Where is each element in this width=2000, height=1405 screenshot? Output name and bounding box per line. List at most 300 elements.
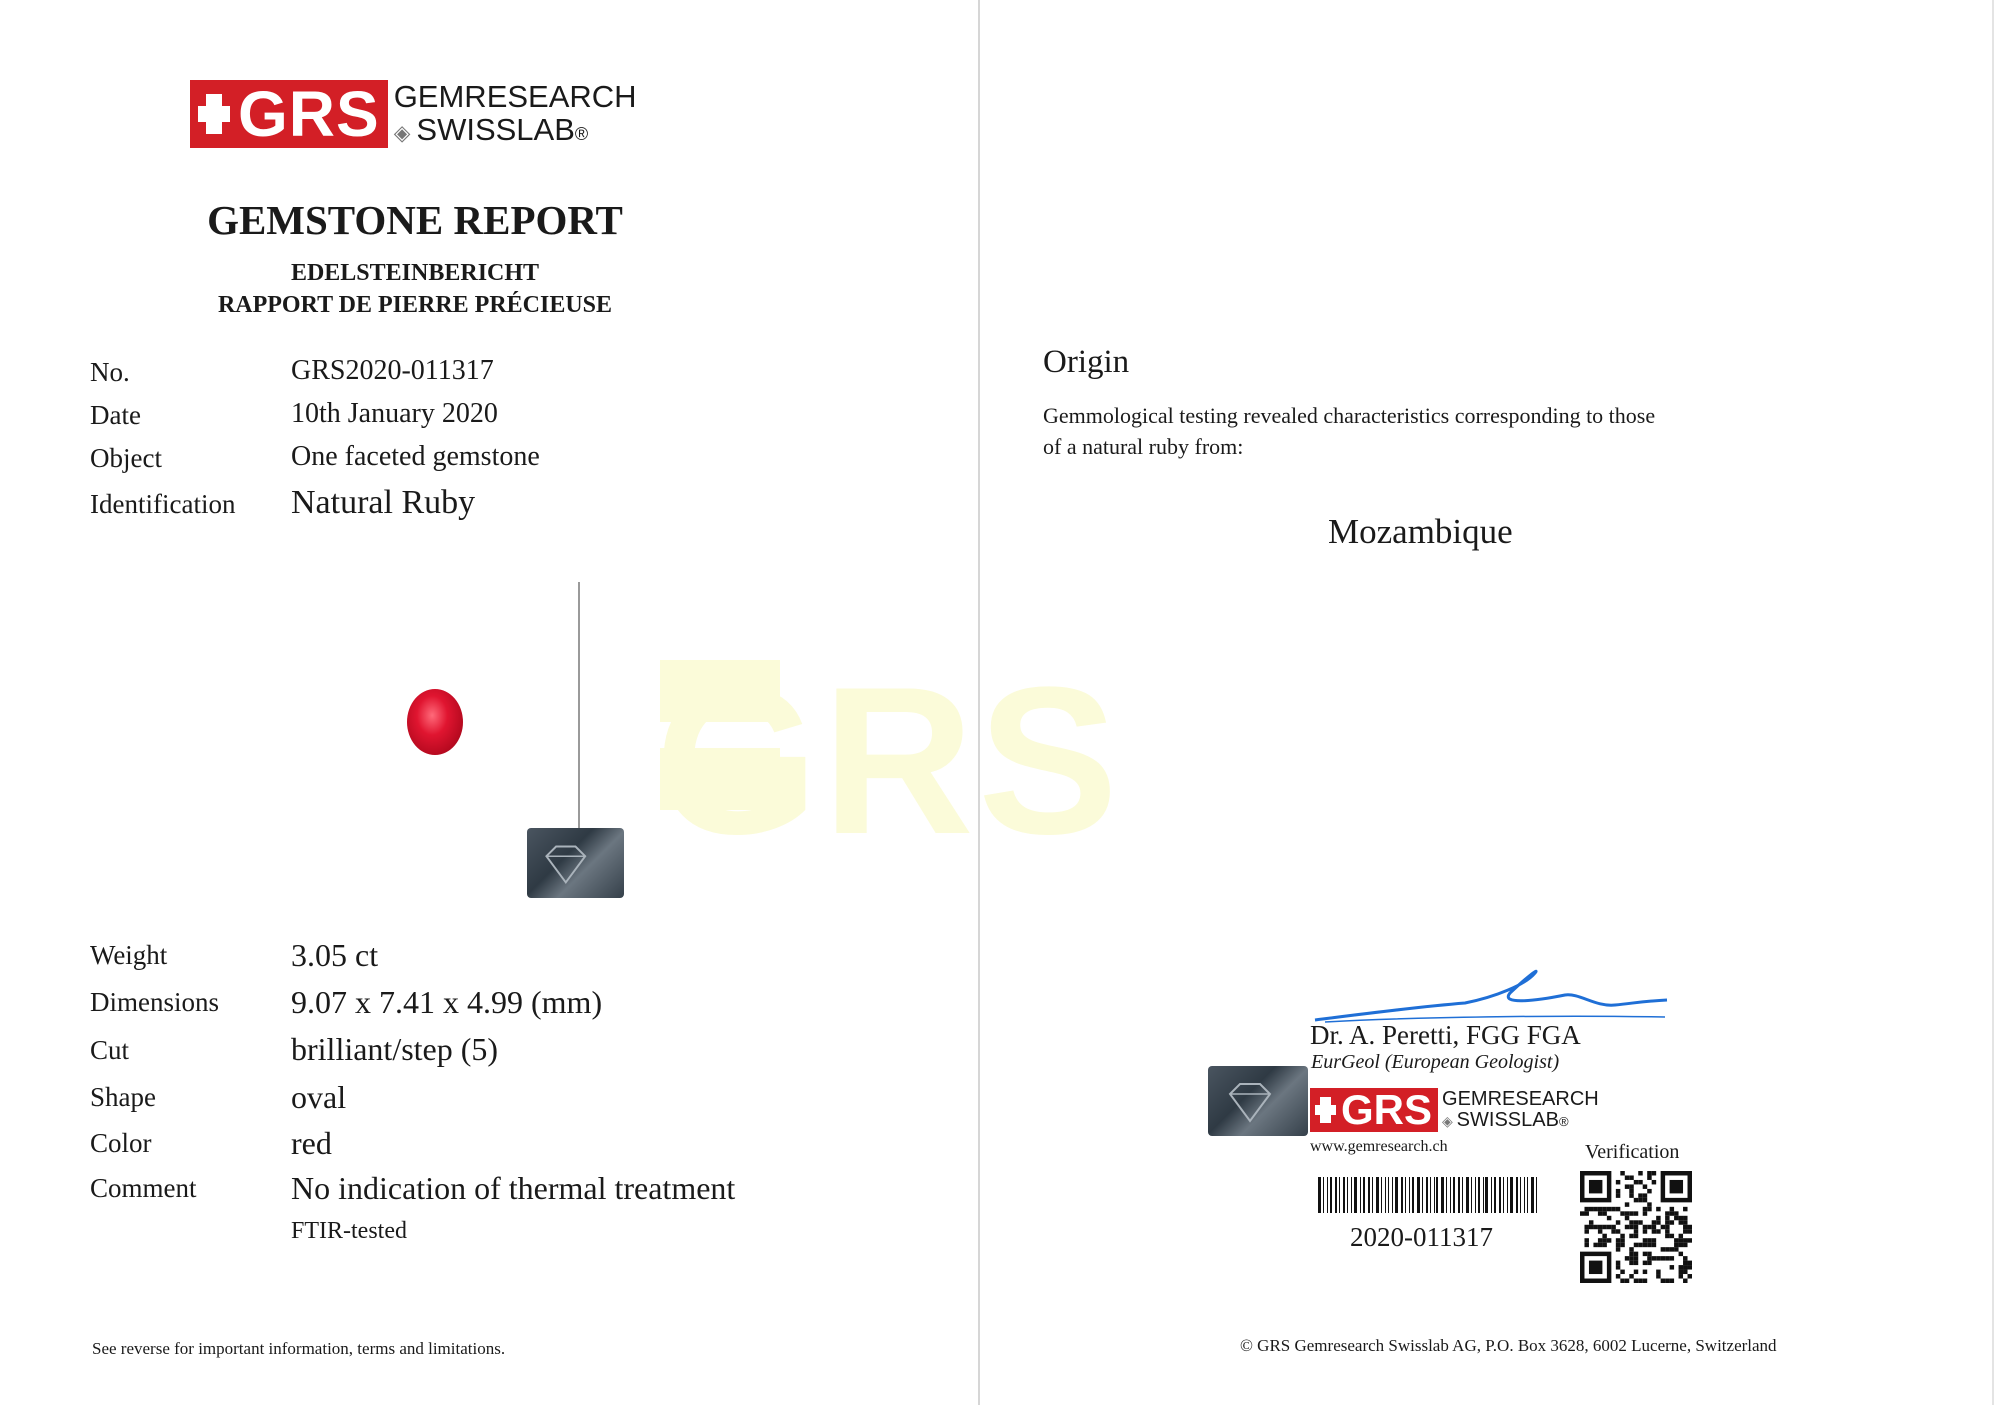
barcode-bar xyxy=(1339,1177,1340,1213)
footer-logo-reg: ® xyxy=(1558,1114,1569,1129)
qr-module xyxy=(1661,1279,1665,1283)
barcode-bar xyxy=(1485,1177,1488,1213)
qr-module xyxy=(1607,1238,1611,1242)
qr-module xyxy=(1679,1265,1683,1269)
qr-module xyxy=(1679,1252,1683,1256)
qr-module xyxy=(1674,1216,1678,1220)
qr-module xyxy=(1661,1247,1665,1251)
verification-label: Verification xyxy=(1585,1141,1680,1163)
qr-module xyxy=(1620,1238,1624,1242)
qr-module xyxy=(1616,1238,1620,1242)
origin-text-line2: of a natural ruby from: xyxy=(1043,434,1244,459)
qr-module xyxy=(1580,1211,1584,1215)
qr-module xyxy=(1584,1229,1588,1233)
qr-module xyxy=(1625,1216,1629,1220)
qr-module xyxy=(1629,1252,1633,1256)
qr-module xyxy=(1647,1243,1651,1247)
barcode-bar xyxy=(1376,1177,1379,1213)
qr-module xyxy=(1602,1225,1606,1229)
qr-module xyxy=(1634,1261,1638,1265)
qr-module xyxy=(1647,1252,1651,1256)
barcode-bar xyxy=(1536,1177,1537,1213)
qr-module xyxy=(1634,1252,1638,1256)
footer-logo-line1: GEMRESEARCH xyxy=(1442,1088,1599,1110)
qr-module xyxy=(1688,1225,1692,1229)
qr-module xyxy=(1679,1270,1683,1274)
qr-module xyxy=(1674,1211,1678,1215)
barcode-bar xyxy=(1499,1177,1501,1213)
qr-module xyxy=(1584,1207,1588,1211)
qr-module xyxy=(1598,1229,1602,1233)
footer-logo xyxy=(1310,1088,1599,1132)
qr-module xyxy=(1629,1274,1633,1278)
barcode-bar xyxy=(1520,1177,1521,1213)
barcode-bar xyxy=(1323,1177,1324,1213)
detail-value-identification: Natural Ruby xyxy=(291,484,476,521)
detail-label-identification: Identification xyxy=(90,489,236,519)
qr-module xyxy=(1652,1238,1656,1242)
barcode-bar xyxy=(1426,1177,1428,1213)
qr-module xyxy=(1643,1279,1647,1283)
qr-module xyxy=(1665,1234,1669,1238)
qr-module xyxy=(1620,1211,1624,1215)
qr-module xyxy=(1670,1234,1674,1238)
barcode-bar xyxy=(1471,1177,1472,1213)
qr-module xyxy=(1643,1193,1647,1197)
qr-module xyxy=(1665,1256,1669,1260)
qr-module xyxy=(1656,1216,1660,1220)
qr-module xyxy=(1643,1238,1647,1242)
footer-logo-mark-text: GRS xyxy=(1341,1086,1433,1133)
qr-module xyxy=(1629,1247,1633,1251)
qr-module xyxy=(1602,1211,1606,1215)
watermark-text: GRS xyxy=(655,643,1123,878)
diamond-icon: ◈ xyxy=(393,120,417,145)
barcode-bar xyxy=(1385,1177,1386,1213)
qr-module xyxy=(1616,1265,1620,1269)
qr-module xyxy=(1679,1220,1683,1224)
ruby-photo xyxy=(407,689,463,755)
barcode-bar xyxy=(1453,1177,1455,1213)
qr-module xyxy=(1647,1171,1651,1175)
barcode-bar xyxy=(1335,1177,1338,1213)
qr-module xyxy=(1616,1247,1620,1251)
barcode-bar xyxy=(1327,1177,1328,1213)
barcode-bar xyxy=(1412,1177,1414,1213)
qr-module xyxy=(1665,1211,1669,1215)
qr-module xyxy=(1683,1238,1687,1242)
qr-module xyxy=(1665,1229,1669,1233)
barcode-bar xyxy=(1363,1177,1365,1213)
hologram-seal-icon-2 xyxy=(1208,1066,1308,1136)
logo-line1: GEMRESEARCH xyxy=(393,79,637,115)
qr-module xyxy=(1611,1229,1615,1233)
prop-label-color: Color xyxy=(90,1128,152,1158)
qr-module xyxy=(1661,1256,1665,1260)
barcode-bar xyxy=(1401,1177,1403,1213)
qr-module xyxy=(1670,1211,1674,1215)
logo-line2: SWISSLAB xyxy=(416,112,575,147)
prop-label-cut: Cut xyxy=(90,1035,130,1065)
qr-module xyxy=(1674,1243,1678,1247)
qr-module xyxy=(1683,1261,1687,1265)
prop-label-comment: Comment xyxy=(90,1173,197,1203)
qr-module xyxy=(1598,1238,1602,1242)
barcode-bar xyxy=(1360,1177,1361,1213)
barcode-bar xyxy=(1434,1177,1435,1213)
qr-module xyxy=(1625,1202,1629,1206)
qr-module xyxy=(1670,1180,1683,1193)
qr-module xyxy=(1598,1211,1602,1215)
barcode-bar xyxy=(1330,1177,1332,1213)
prop-label-shape: Shape xyxy=(90,1082,156,1112)
qr-module xyxy=(1634,1279,1638,1283)
qr-module xyxy=(1598,1243,1602,1247)
barcode-bar xyxy=(1507,1177,1508,1213)
qr-module xyxy=(1625,1184,1629,1188)
qr-module xyxy=(1679,1234,1683,1238)
qr-module xyxy=(1652,1225,1656,1229)
qr-module xyxy=(1634,1220,1638,1224)
qr-module xyxy=(1602,1207,1606,1211)
qr-module xyxy=(1688,1238,1692,1242)
page-edge xyxy=(1992,0,1994,1405)
qr-module xyxy=(1643,1243,1647,1247)
qr-module xyxy=(1602,1243,1606,1247)
detail-value-no: GRS2020-011317 xyxy=(291,355,494,386)
qr-module xyxy=(1598,1225,1602,1229)
origin-country: Mozambique xyxy=(1328,512,1513,551)
qr-module xyxy=(1634,1229,1638,1233)
qr-module xyxy=(1602,1238,1606,1242)
qr-module xyxy=(1625,1211,1629,1215)
barcode-bar xyxy=(1491,1177,1492,1213)
qr-module xyxy=(1616,1193,1620,1197)
detail-label-object: Object xyxy=(90,443,162,473)
qr-module xyxy=(1665,1279,1669,1283)
barcode-bar xyxy=(1372,1177,1373,1213)
qr-module xyxy=(1661,1225,1665,1229)
prop-value-shape: oval xyxy=(291,1079,347,1115)
qr-module xyxy=(1674,1247,1678,1251)
qr-module xyxy=(1616,1180,1620,1184)
qr-module xyxy=(1670,1220,1674,1224)
qr-module xyxy=(1616,1220,1620,1224)
qr-module xyxy=(1616,1243,1620,1247)
footer-right: © GRS Gemresearch Swisslab AG, P.O. Box 3628, 6002 Lucerne, Switzerland xyxy=(1240,1336,1777,1355)
qr-module xyxy=(1652,1229,1656,1233)
qr-module xyxy=(1620,1243,1624,1247)
qr-module xyxy=(1643,1252,1647,1256)
prop-value-weight: 3.05 ct xyxy=(291,937,379,973)
barcode-bar xyxy=(1462,1177,1463,1213)
barcode-bar xyxy=(1388,1177,1390,1213)
qr-module xyxy=(1665,1220,1669,1224)
detail-label-no: No. xyxy=(90,357,130,387)
footer-logo-mark xyxy=(1310,1088,1438,1132)
logo-wordmark xyxy=(394,81,637,146)
logo-mark xyxy=(190,80,388,148)
qr-module xyxy=(1656,1229,1660,1233)
qr-module xyxy=(1616,1229,1620,1233)
qr-module xyxy=(1679,1243,1683,1247)
qr-module xyxy=(1589,1225,1593,1229)
qr-module xyxy=(1656,1256,1660,1260)
qr-module xyxy=(1670,1279,1674,1283)
swiss-cross-icon-2 xyxy=(1310,1088,1336,1132)
qr-module xyxy=(1629,1184,1633,1188)
qr-module xyxy=(1629,1211,1633,1215)
qr-module xyxy=(1634,1211,1638,1215)
qr-module xyxy=(1670,1207,1674,1211)
footer-logo-wordmark xyxy=(1442,1089,1599,1131)
qr-module xyxy=(1625,1175,1629,1179)
qr-module xyxy=(1647,1189,1651,1193)
qr-module xyxy=(1629,1193,1633,1197)
diamond-icon-2: ◈ xyxy=(1442,1113,1457,1129)
website: www.gemresearch.ch xyxy=(1310,1138,1448,1155)
qr-module xyxy=(1620,1270,1624,1274)
detail-value-date: 10th January 2020 xyxy=(291,398,498,429)
qr-module xyxy=(1620,1279,1624,1283)
swiss-cross-icon xyxy=(190,80,230,148)
qr-module xyxy=(1593,1243,1597,1247)
qr-module xyxy=(1616,1261,1620,1265)
qr-module xyxy=(1652,1243,1656,1247)
qr-module xyxy=(1643,1225,1647,1229)
barcode-bar xyxy=(1475,1177,1476,1213)
qr-module xyxy=(1611,1207,1615,1211)
barcode-bar xyxy=(1527,1177,1529,1213)
barcode-bar xyxy=(1395,1177,1398,1213)
qr-module xyxy=(1638,1279,1642,1283)
qr-module xyxy=(1643,1229,1647,1233)
qr-module xyxy=(1638,1171,1642,1175)
comment-sub: FTIR-tested xyxy=(291,1218,407,1244)
qr-module xyxy=(1688,1261,1692,1265)
qr-module xyxy=(1607,1225,1611,1229)
qr-module xyxy=(1652,1256,1656,1260)
qr-module xyxy=(1629,1234,1633,1238)
barcode-bar xyxy=(1351,1177,1352,1213)
qr-module xyxy=(1620,1171,1624,1175)
qr-module xyxy=(1647,1202,1651,1206)
qr-module xyxy=(1620,1234,1624,1238)
qr-module xyxy=(1674,1238,1678,1242)
prop-value-dimensions: 9.07 x 7.41 x 4.99 (mm) xyxy=(291,984,603,1020)
barcode-bar xyxy=(1524,1177,1525,1213)
barcode-bar xyxy=(1430,1177,1431,1213)
barcode-bar xyxy=(1392,1177,1393,1213)
qr-module xyxy=(1683,1220,1687,1224)
barcode-bar xyxy=(1510,1177,1513,1213)
qr-module xyxy=(1683,1265,1687,1269)
qr-module xyxy=(1683,1279,1687,1283)
header-logo xyxy=(190,80,637,148)
qr-module xyxy=(1679,1274,1683,1278)
barcode-bar xyxy=(1466,1177,1469,1213)
qr-module xyxy=(1643,1207,1647,1211)
qr-module xyxy=(1629,1225,1633,1229)
qr-module xyxy=(1629,1261,1633,1265)
qr-module xyxy=(1598,1207,1602,1211)
qr-module xyxy=(1616,1274,1620,1278)
qr-module xyxy=(1656,1274,1660,1278)
report-title: GEMSTONE REPORT xyxy=(207,197,623,243)
qr-module xyxy=(1629,1189,1633,1193)
qr-code[interactable] xyxy=(1580,1171,1692,1283)
qr-module xyxy=(1656,1270,1660,1274)
barcode-number: 2020-011317 xyxy=(1350,1222,1493,1252)
barcode-bar xyxy=(1422,1177,1423,1213)
qr-module xyxy=(1629,1220,1633,1224)
qr-module xyxy=(1683,1207,1687,1211)
qr-module xyxy=(1634,1234,1638,1238)
qr-module xyxy=(1607,1207,1611,1211)
barcode-bar xyxy=(1446,1177,1447,1213)
qr-module xyxy=(1643,1184,1647,1188)
qr-module xyxy=(1584,1238,1588,1242)
barcode-bar xyxy=(1478,1177,1480,1213)
qr-module xyxy=(1638,1180,1642,1184)
qr-module xyxy=(1656,1220,1660,1224)
report-subtitle-de: EDELSTEINBERICHT xyxy=(290,260,540,286)
qr-module xyxy=(1679,1216,1683,1220)
qr-module xyxy=(1634,1256,1638,1260)
qr-module xyxy=(1643,1198,1647,1202)
qr-module xyxy=(1593,1225,1597,1229)
qr-module xyxy=(1665,1225,1669,1229)
qr-module xyxy=(1688,1229,1692,1233)
barcode-bar xyxy=(1409,1177,1410,1213)
qr-module xyxy=(1589,1180,1602,1193)
barcode-bar xyxy=(1417,1177,1420,1213)
qr-module xyxy=(1634,1225,1638,1229)
qr-module xyxy=(1616,1207,1620,1211)
qr-module xyxy=(1643,1270,1647,1274)
footer-left: See reverse for important information, terms and limitations. xyxy=(92,1339,506,1358)
barcode-bar xyxy=(1436,1177,1438,1213)
qr-module xyxy=(1647,1175,1651,1179)
qr-module xyxy=(1665,1216,1669,1220)
barcode-bar xyxy=(1368,1177,1370,1213)
barcode-bar xyxy=(1450,1177,1451,1213)
report-subtitle-fr: RAPPORT DE PIERRE PRÉCIEUSE xyxy=(217,292,613,318)
qr-module xyxy=(1656,1207,1660,1211)
qr-module xyxy=(1638,1243,1642,1247)
prop-value-comment: No indication of thermal treatment xyxy=(291,1170,736,1206)
qr-module xyxy=(1670,1256,1674,1260)
qr-module xyxy=(1607,1216,1611,1220)
qr-module xyxy=(1589,1261,1602,1274)
barcode-bar xyxy=(1343,1177,1345,1213)
qr-module xyxy=(1629,1175,1633,1179)
qr-module xyxy=(1665,1247,1669,1251)
qr-module xyxy=(1616,1189,1620,1193)
qr-module xyxy=(1647,1238,1651,1242)
barcode-bar xyxy=(1381,1177,1382,1213)
qr-module xyxy=(1593,1207,1597,1211)
qr-module xyxy=(1643,1261,1647,1265)
qr-module xyxy=(1634,1243,1638,1247)
qr-module xyxy=(1652,1180,1656,1184)
qr-module xyxy=(1584,1211,1588,1215)
barcode-bar xyxy=(1516,1177,1518,1213)
qr-module xyxy=(1584,1225,1588,1229)
logo-reg: ® xyxy=(574,124,589,144)
qr-module xyxy=(1634,1270,1638,1274)
barcode-bar xyxy=(1318,1177,1321,1213)
qr-module xyxy=(1647,1207,1651,1211)
qr-module xyxy=(1589,1220,1593,1224)
barcode-bar xyxy=(1405,1177,1406,1213)
prop-label-weight: Weight xyxy=(90,940,168,970)
detail-label-date: Date xyxy=(90,400,141,430)
qr-module xyxy=(1625,1279,1629,1283)
qr-module xyxy=(1683,1229,1687,1233)
qr-module xyxy=(1625,1256,1629,1260)
qr-module xyxy=(1643,1211,1647,1215)
qr-module xyxy=(1652,1171,1656,1175)
qr-module xyxy=(1625,1225,1629,1229)
qr-module xyxy=(1670,1265,1674,1269)
barcode xyxy=(1318,1177,1540,1213)
qr-module xyxy=(1634,1180,1638,1184)
qr-module xyxy=(1647,1256,1651,1260)
prop-value-cut: brilliant/step (5) xyxy=(291,1031,499,1067)
footer-logo-line2: SWISSLAB xyxy=(1456,1109,1559,1131)
barcode-bar xyxy=(1458,1177,1460,1213)
barcode-bar xyxy=(1347,1177,1348,1213)
signatory-name: Dr. A. Peretti, FGG FGA xyxy=(1310,1020,1581,1050)
qr-module xyxy=(1683,1243,1687,1247)
qr-module xyxy=(1683,1225,1687,1229)
barcode-bar xyxy=(1483,1177,1484,1213)
hologram-seal-icon xyxy=(527,828,624,898)
logo-mark-text: GRS xyxy=(238,78,380,150)
qr-module xyxy=(1638,1193,1642,1197)
qr-module xyxy=(1683,1256,1687,1260)
qr-module xyxy=(1688,1265,1692,1269)
barcode-bar xyxy=(1441,1177,1444,1213)
qr-module xyxy=(1589,1207,1593,1211)
qr-module xyxy=(1647,1225,1651,1229)
qr-module xyxy=(1652,1220,1656,1224)
signatory-title: EurGeol (European Geologist) xyxy=(1311,1051,1560,1073)
barcode-bar xyxy=(1531,1177,1534,1213)
qr-module xyxy=(1638,1220,1642,1224)
prop-value-color: red xyxy=(291,1125,332,1161)
qr-module xyxy=(1584,1243,1588,1247)
qr-module xyxy=(1670,1247,1674,1251)
qr-module xyxy=(1683,1270,1687,1274)
divider-line xyxy=(578,582,580,867)
barcode-bar xyxy=(1494,1177,1496,1213)
qr-module xyxy=(1679,1238,1683,1242)
barcode-bar xyxy=(1503,1177,1504,1213)
detail-value-object: One faceted gemstone xyxy=(291,441,540,472)
origin-heading: Origin xyxy=(1043,344,1130,380)
qr-module xyxy=(1602,1234,1606,1238)
prop-label-dimensions: Dimensions xyxy=(90,987,220,1017)
origin-text-line1: Gemmological testing revealed characteristics corresponding to those xyxy=(1043,403,1656,428)
qr-module xyxy=(1688,1274,1692,1278)
qr-module xyxy=(1683,1216,1687,1220)
qr-module xyxy=(1638,1198,1642,1202)
qr-module xyxy=(1611,1225,1615,1229)
qr-module xyxy=(1634,1198,1638,1202)
qr-module xyxy=(1647,1261,1651,1265)
